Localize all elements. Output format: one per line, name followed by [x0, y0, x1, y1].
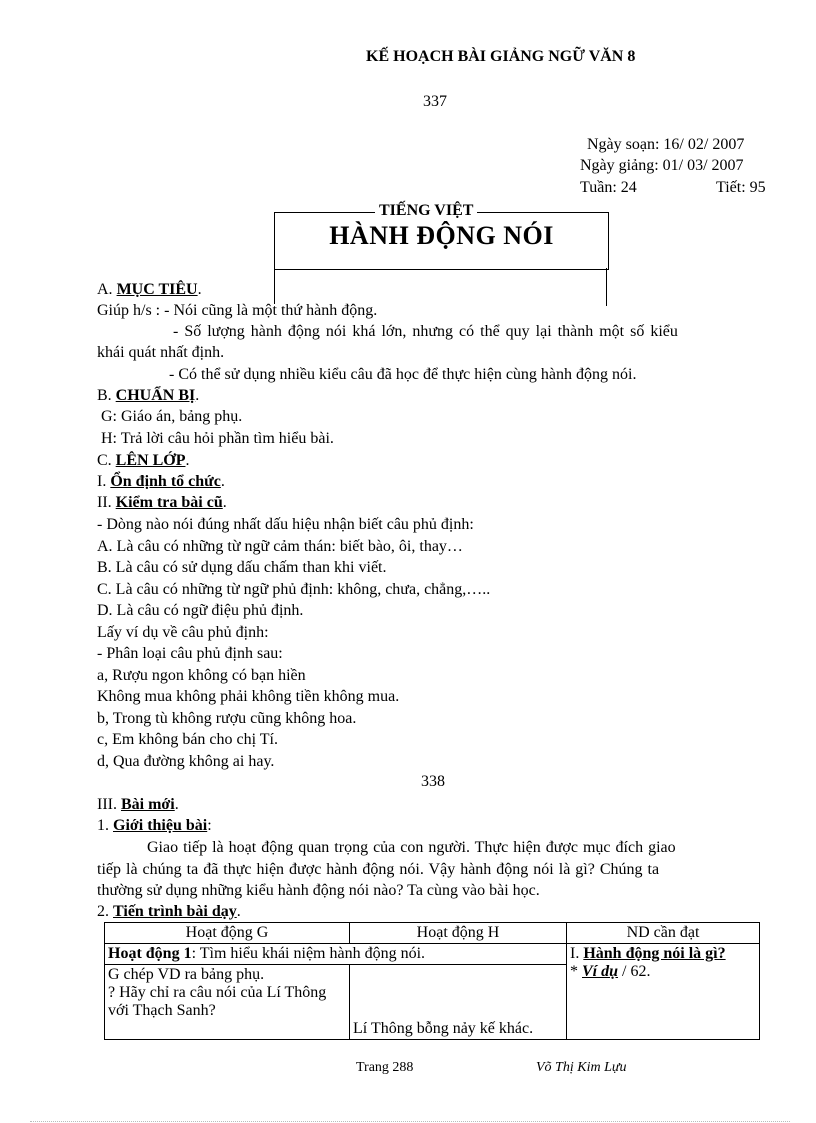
- section-a-line2: - Số lượng hành động nói khá lớn, nhưng có thể quy lại thành một số kiểu: [173, 323, 678, 340]
- section-a-line1: Giúp h/s : - Nói cũng là một thứ hành động.: [97, 302, 378, 319]
- review-question-1: - Dòng nào nói đúng nhất dấu hiệu nhận biết câu phủ định:: [97, 516, 474, 533]
- lesson-plan-table: [104, 922, 760, 1040]
- intro-line1: Giao tiếp là hoạt động quan trọng của con người. Thực hiện được mục đích giao: [147, 839, 676, 856]
- section-b-h: H: Trả lời câu hỏi phần tìm hiểu bài.: [101, 430, 334, 447]
- option-d: D. Là câu có ngữ điệu phủ định.: [97, 602, 304, 619]
- date-taught: Ngày giảng: 01/ 03/ 2007: [580, 157, 744, 174]
- section-c-i: I. Ổn định tổ chức.: [97, 473, 225, 490]
- section-c-ii: II. Kiểm tra bài cũ.: [97, 494, 227, 511]
- section-b-g: G: Giáo án, bảng phụ.: [101, 408, 243, 425]
- table-header: ND cần đạt: [567, 923, 760, 944]
- example-b: b, Trong tù không rượu cũng không hoa.: [97, 710, 357, 727]
- subsection-2-heading: 2. Tiến trình bài dạy.: [97, 903, 241, 920]
- option-a: A. Là câu có những từ ngữ cảm thán: biết bào, ôi, thay…: [97, 538, 463, 555]
- box-divider-right: [606, 268, 607, 306]
- section-a-line4: - Có thể sử dụng nhiều kiểu câu đã học để thực hiện cùng hành động nói.: [169, 366, 637, 383]
- page-number-mid: 338: [421, 773, 445, 790]
- example-a-cont: Không mua không phải không tiền không mua.: [97, 688, 400, 705]
- date-prepared: Ngày soạn: 16/ 02/ 2007: [587, 136, 745, 153]
- student-activity-cell: Lí Thông bỗng nảy kế khác.: [350, 965, 567, 1040]
- intro-line2: tiếp là chúng ta đã thực hiện được hành động nói. Vậy hành động nói là gì? Chúng ta: [97, 861, 660, 878]
- lesson-title-box: [274, 202, 609, 270]
- lesson-title: HÀNH ĐỘNG NÓI: [329, 221, 554, 250]
- example-d: d, Qua đường không ai hay.: [97, 753, 275, 770]
- page-number-top: 337: [423, 93, 447, 110]
- week: Tuần: 24: [580, 179, 637, 196]
- example-c: c, Em không bán cho chị Tí.: [97, 731, 278, 748]
- teacher-activity-cell: G chép VD ra bảng phụ. ? Hãy chỉ ra câu nói của Lí Thông với Thạch Sanh?: [105, 965, 350, 1040]
- review-question-3: - Phân loại câu phủ định sau:: [97, 645, 283, 662]
- intro-line3: thường sử dụng những kiểu hành động nói nào? Ta cùng vào bài học.: [97, 882, 540, 899]
- lesson-period: Tiết: 95: [716, 179, 766, 196]
- subject-label: TIẾNG VIỆT: [375, 202, 477, 220]
- box-divider-left: [274, 268, 275, 304]
- table-row: [105, 944, 760, 965]
- content-cell: I. Hành động nói là gì? * Ví dụ / 62.: [567, 944, 760, 1040]
- table-header: Hoạt động G: [105, 923, 350, 944]
- section-iii-heading: III. Bài mới.: [97, 796, 179, 813]
- subsection-1-heading: 1. Giới thiệu bài:: [97, 817, 212, 834]
- page-bottom-divider: [30, 1121, 790, 1122]
- section-b-heading: B. CHUẨN BỊ.: [97, 387, 200, 404]
- review-question-2: Lấy ví dụ về câu phủ định:: [97, 624, 269, 641]
- section-c-heading: C. LÊN LỚP.: [97, 452, 190, 469]
- section-a-heading: A. MỤC TIÊU.: [97, 281, 202, 298]
- footer-page: Trang 288: [356, 1060, 414, 1075]
- document-title: KẾ HOẠCH BÀI GIẢNG NGỮ VĂN 8: [366, 48, 636, 65]
- activity-cell: Hoạt động 1: Tìm hiểu khái niệm hành động nói.: [105, 944, 567, 965]
- section-a-line3: khái quát nhất định.: [97, 344, 225, 361]
- table-header-row: [105, 923, 760, 944]
- table-header: Hoạt động H: [350, 923, 567, 944]
- option-b: B. Là câu có sử dụng dấu chấm than khi viết.: [97, 559, 387, 576]
- option-c: C. Là câu có những từ ngữ phủ định: không, chưa, chẳng,…..: [97, 581, 491, 598]
- example-a: a, Rượu ngon không có bạn hiền: [97, 667, 306, 684]
- footer-author: Võ Thị Kim Lựu: [536, 1060, 627, 1075]
